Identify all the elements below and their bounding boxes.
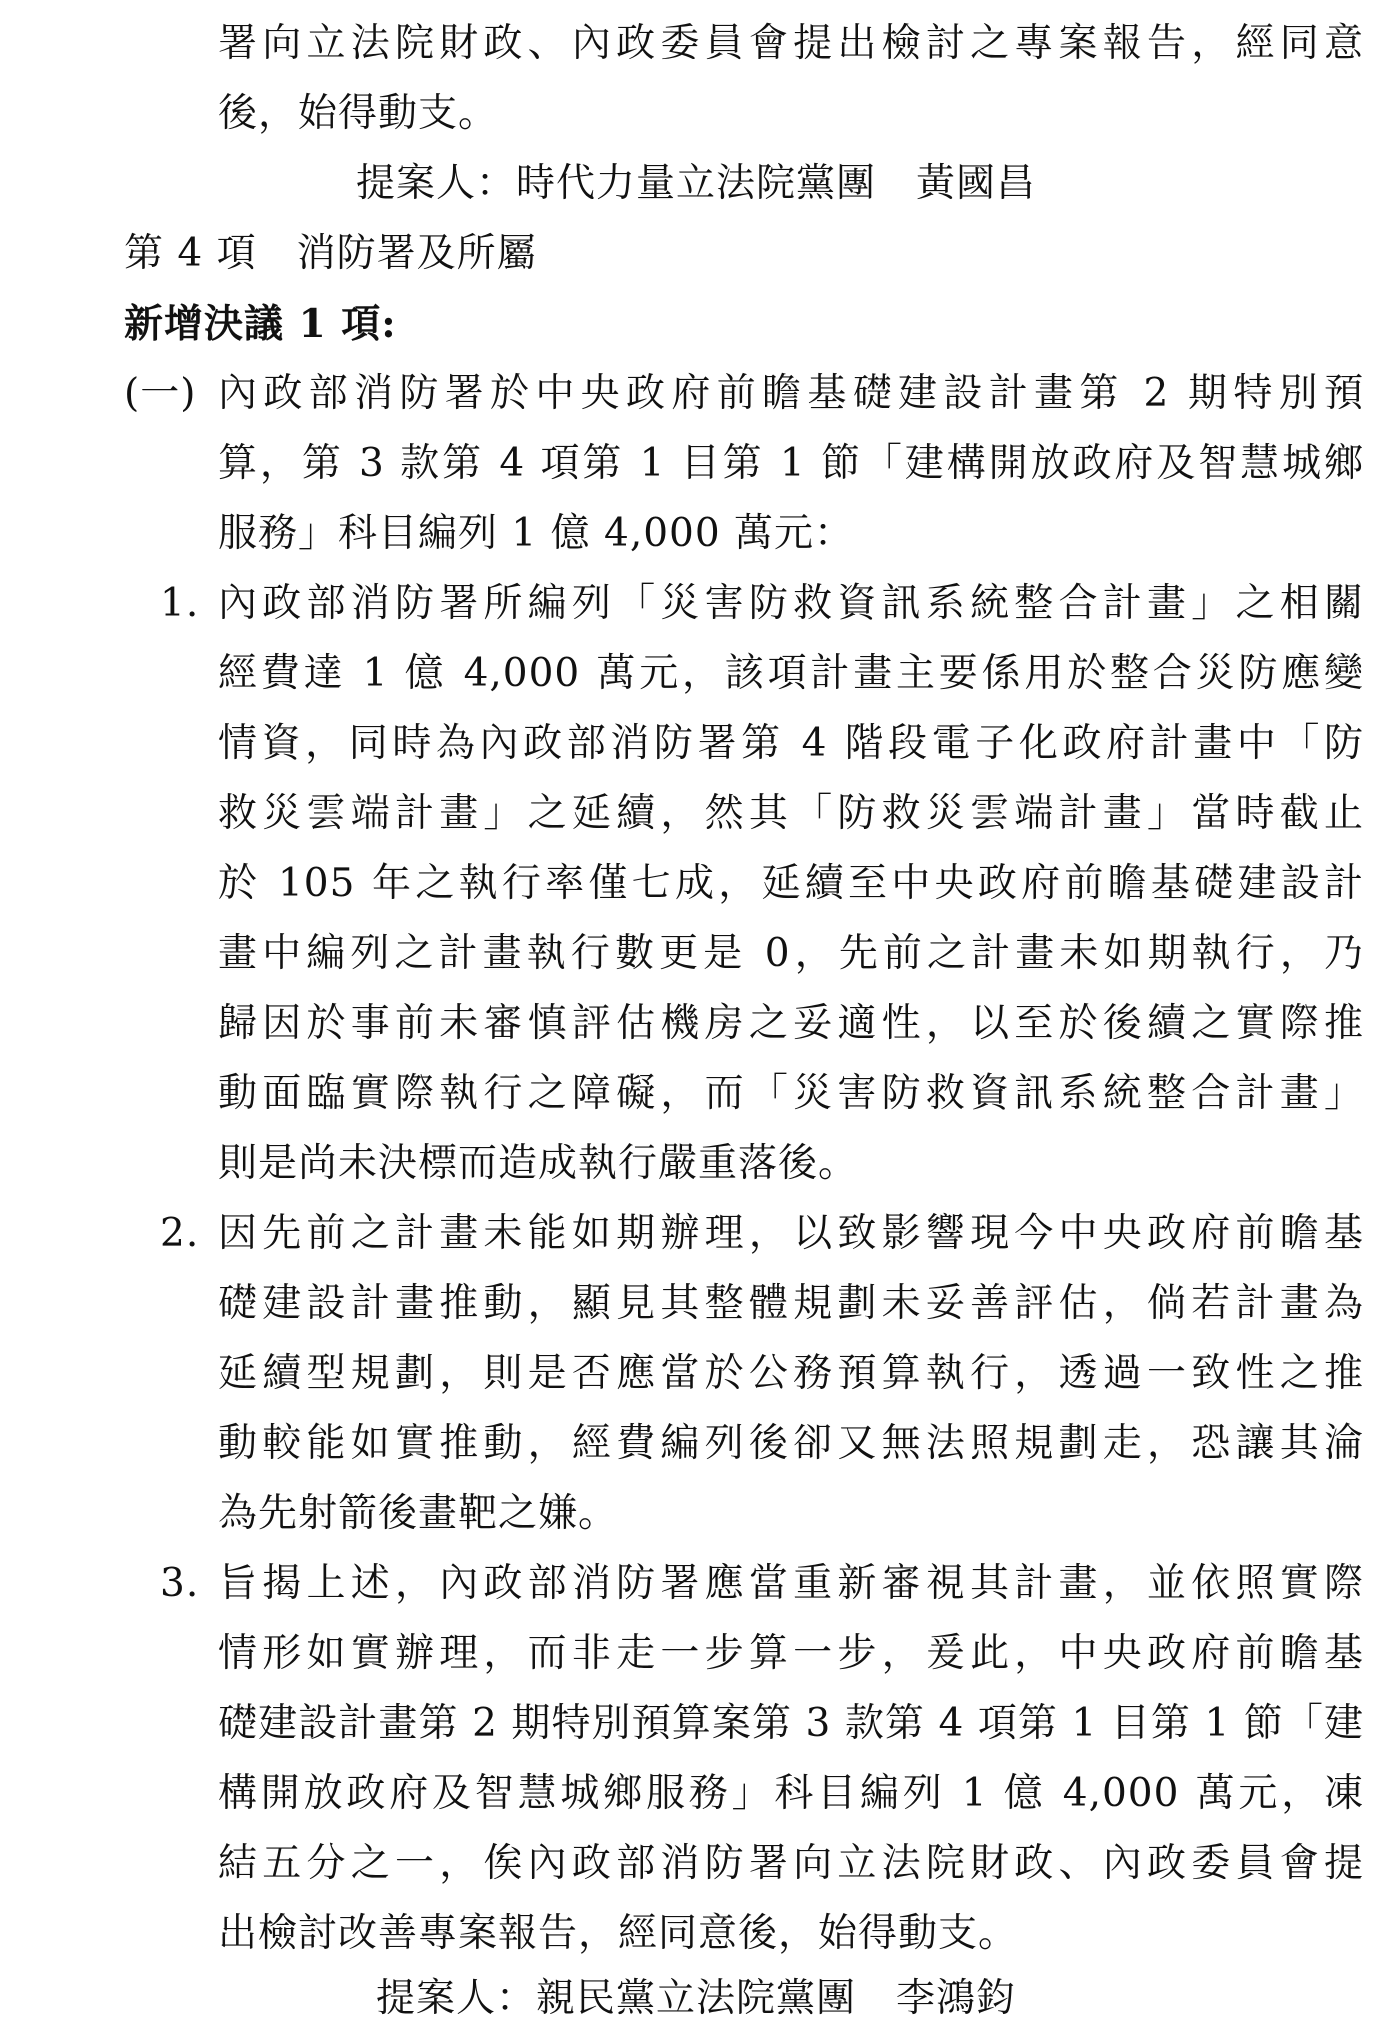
point-1-line: 救災雲端計畫」之延續，然其「防救災雲端計畫」當時截止	[218, 791, 1364, 836]
point-3-line: 出檢討改善專案報告，經同意後，始得動支。	[218, 1911, 1019, 1956]
point-3-line: 情形如實辦理，而非走一步算一步，爰此，中央政府前瞻基	[218, 1631, 1364, 1676]
point-2-line: 礎建設計畫推動，顯見其整體規劃未妥善評估，倘若計畫為	[218, 1281, 1364, 1326]
point-2-line: 延續型規劃，則是否應當於公務預算執行，透過一致性之推	[218, 1351, 1364, 1396]
point-number: 1.	[160, 581, 200, 626]
point-number: 2.	[160, 1211, 200, 1256]
point-1-line: 畫中編列之計畫執行數更是 0，先前之計畫未如期執行，乃	[218, 931, 1364, 976]
point-2-line: 為先射箭後畫靶之嫌。	[218, 1491, 619, 1536]
point-1-line: 經費達 1 億 4,000 萬元，該項計畫主要係用於整合災防應變	[218, 651, 1364, 696]
item-marker: (一)	[124, 371, 197, 416]
intro-line-1: 署向立法院財政、內政委員會提出檢討之專案報告，經同意	[218, 21, 1364, 66]
item-line-2: 算，第 3 款第 4 項第 1 目第 1 節「建構開放政府及智慧城鄉	[218, 441, 1364, 486]
resolution-heading: 新增決議 1 項:	[124, 301, 397, 347]
point-1-line: 情資，同時為內政部消防署第 4 階段電子化政府計畫中「防	[218, 721, 1364, 766]
point-3-line: 構開放政府及智慧城鄉服務」科目編列 1 億 4,000 萬元，凍	[218, 1771, 1364, 1816]
item-line-3: 服務」科目編列 1 億 4,000 萬元：	[218, 511, 855, 556]
point-1-line: 內政部消防署所編列「災害防救資訊系統整合計畫」之相關	[218, 581, 1364, 626]
point-3-line: 旨揭上述，內政部消防署應當重新審視其計畫，並依照實際	[218, 1561, 1364, 1606]
proposer-1: 提案人：時代力量立法院黨團 黃國昌	[355, 161, 1036, 206]
point-2-line: 因先前之計畫未能如期辦理，以致影響現今中央政府前瞻基	[218, 1211, 1364, 1256]
point-3-line: 礎建設計畫第 2 期特別預算案第 3 款第 4 項第 1 目第 1 節「建	[218, 1701, 1364, 1746]
point-1-line: 於 105 年之執行率僅七成，延續至中央政府前瞻基礎建設計	[218, 861, 1364, 906]
point-number: 3.	[160, 1561, 200, 1606]
intro-line-2: 後，始得動支。	[218, 91, 499, 136]
item-line-1: 內政部消防署於中央政府前瞻基礎建設計畫第 2 期特別預	[218, 371, 1364, 416]
section-heading: 第 4 項 消防署及所屬	[124, 231, 537, 276]
point-1-line: 則是尚未決標而造成執行嚴重落後。	[218, 1141, 859, 1186]
proposer-2: 提案人：親民黨立法院黨團 李鴻鈞	[375, 1976, 1016, 2021]
point-1-line: 動面臨實際執行之障礙，而「災害防救資訊系統整合計畫」	[218, 1071, 1364, 1116]
point-1-line: 歸因於事前未審慎評估機房之妥適性，以至於後續之實際推	[218, 1001, 1364, 1046]
point-2-line: 動較能如實推動，經費編列後卻又無法照規劃走，恐讓其淪	[218, 1421, 1364, 1466]
point-3-line: 結五分之一，俟內政部消防署向立法院財政、內政委員會提	[218, 1841, 1364, 1886]
